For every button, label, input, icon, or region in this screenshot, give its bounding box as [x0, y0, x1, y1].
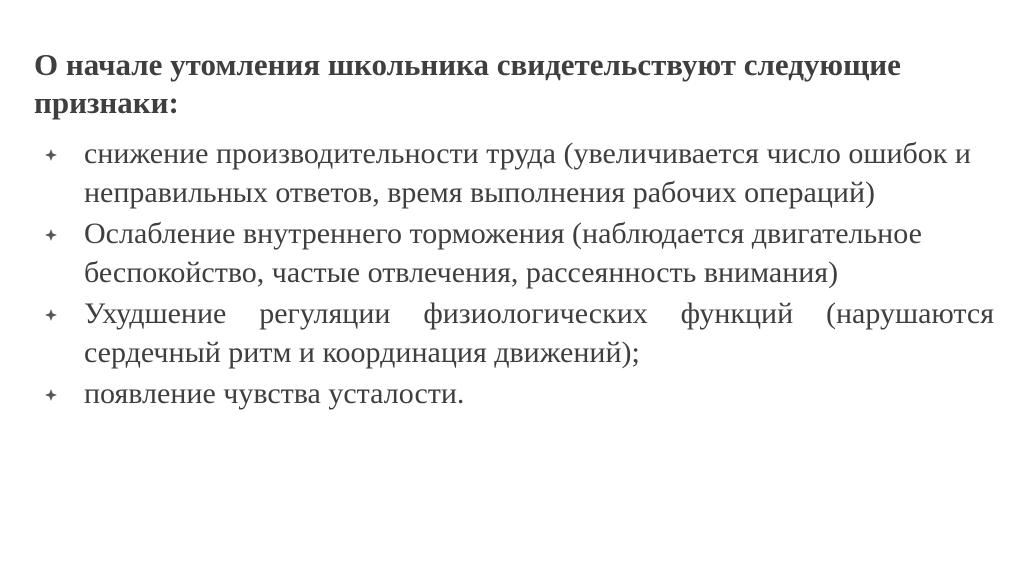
- list-item: [44, 214, 994, 292]
- bullet-text: снижение производительности труда (увеличивается число ошибок и неправильных ответов, время выполнения рабочих операций): [84, 137, 971, 209]
- diamond-bullet-icon: [44, 388, 58, 402]
- diamond-bullet-icon: [44, 148, 58, 162]
- bullet-text: Ухудшение регуляции физиологических функций (нарушаются сердечный ритм и координация движений);: [84, 297, 994, 369]
- diamond-bullet-icon: [44, 228, 58, 242]
- list-item: [44, 134, 994, 212]
- bullet-text: Ослабление внутреннего торможения (наблюдается двигательное беспокойство, частые отвлечения, рассеянность внимания): [84, 217, 922, 289]
- list-item: [44, 374, 994, 413]
- diamond-bullet-icon: [44, 308, 58, 322]
- bullet-text: появление чувства усталости.: [84, 377, 465, 410]
- bullet-list: [44, 134, 994, 415]
- list-item: [44, 294, 994, 372]
- slide-title: О начале утомления школьника свидетельствуют следующие признаки:: [34, 47, 901, 120]
